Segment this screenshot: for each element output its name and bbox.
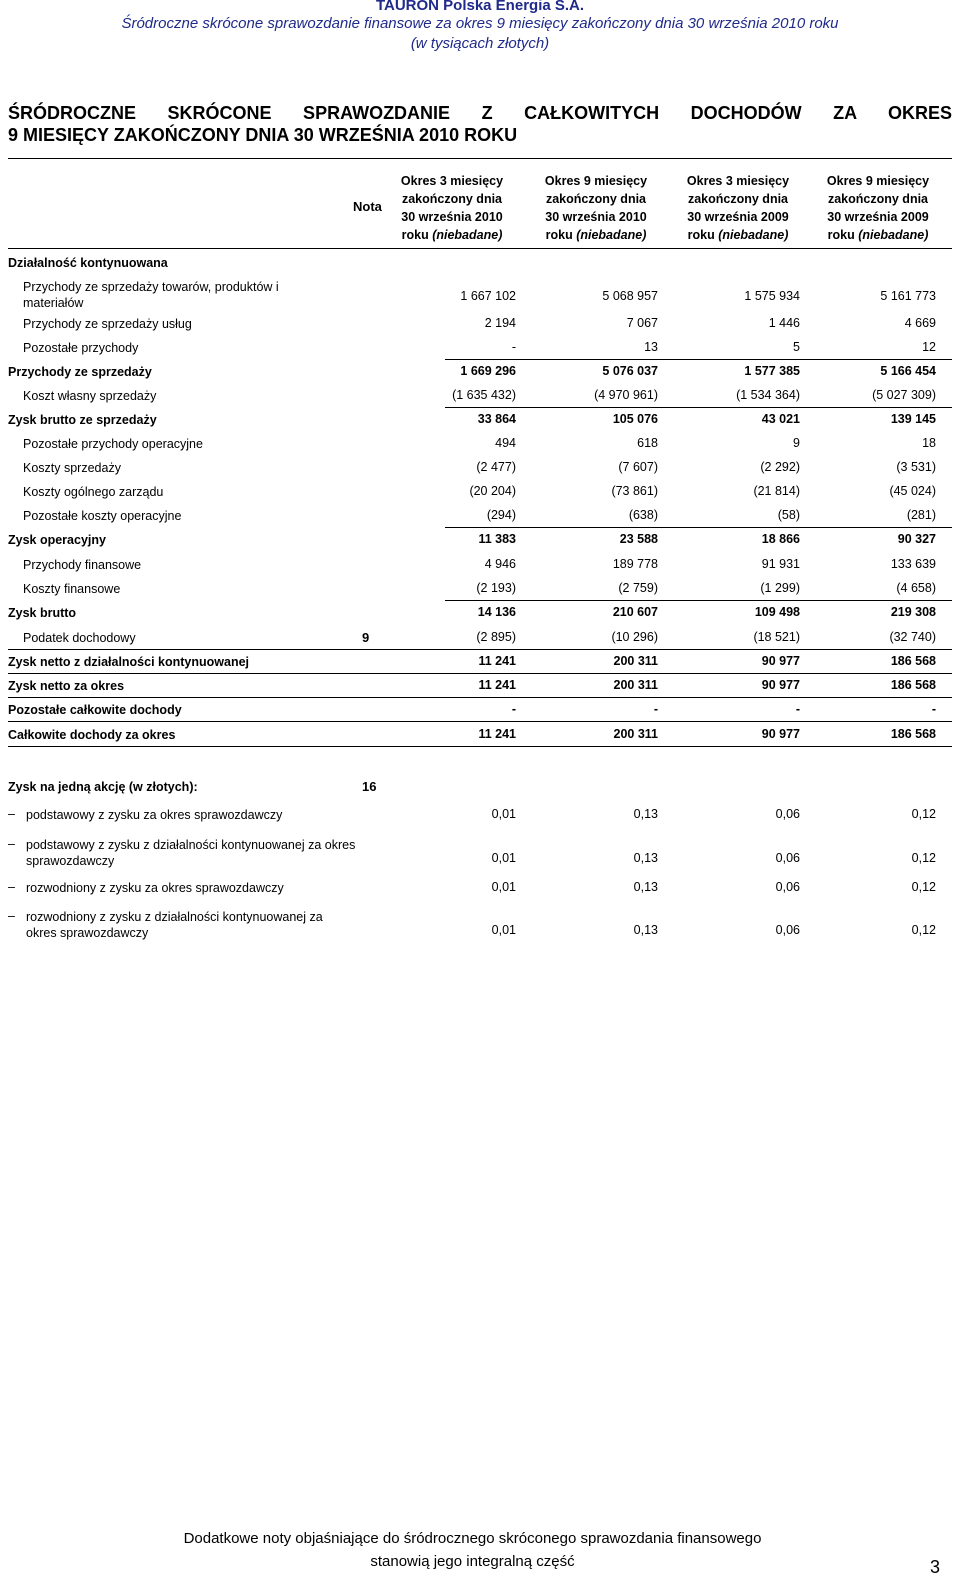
row-value: 200 311 (613, 727, 658, 741)
eps-value: 0,13 (633, 851, 658, 865)
row-value: - (653, 702, 658, 716)
row-underline (445, 407, 952, 408)
row-value: (4 970 961) (594, 388, 658, 402)
row-value: 5 166 454 (880, 364, 936, 378)
col2-line3: 30 września 2010 (545, 210, 647, 224)
row-value: (21 814) (753, 484, 800, 498)
row-value: 90 977 (761, 654, 800, 668)
row-label: Koszty sprzedaży (23, 461, 121, 475)
eps-value: 0,01 (491, 807, 516, 821)
row-value: (20 204) (469, 484, 516, 498)
table-row (0, 630, 960, 650)
row-value: 4 669 (904, 316, 936, 330)
eps-note: 16 (362, 779, 377, 794)
row-underline (8, 673, 952, 674)
row-value: 4 946 (484, 557, 516, 571)
col1-line4: roku (niebadane) (401, 228, 503, 242)
row-value: 90 977 (761, 678, 800, 692)
row-value: (3 531) (896, 460, 936, 474)
col4-line4: roku (niebadane) (827, 228, 929, 242)
row-value: 494 (495, 436, 516, 450)
eps-value: 0,06 (775, 923, 800, 937)
row-value: 9 (793, 436, 800, 450)
footer-line1: Dodatkowe noty objaśniające do śródrocznego skróconego sprawozdania finansowego (183, 1530, 762, 1547)
units-note: (w tysiącach złotych) (410, 35, 550, 52)
row-value: 11 241 (478, 727, 516, 741)
col3-line2: zakończony dnia (687, 192, 789, 206)
row-value: 43 021 (761, 412, 800, 426)
row-value: 200 311 (613, 654, 658, 668)
row-value: 23 588 (619, 532, 658, 546)
row-value: 11 383 (478, 532, 516, 546)
col4-line2: zakończony dnia (827, 192, 929, 206)
col2-line4: roku (niebadane) (545, 228, 647, 242)
row-value: - (931, 702, 936, 716)
row-value: (1 299) (760, 581, 800, 595)
table-row (0, 581, 960, 601)
eps-title: Zysk na jedną akcję (w złotych): (8, 780, 198, 794)
row-value: (4 658) (896, 581, 936, 595)
row-label: Zysk operacyjny (8, 533, 106, 547)
row-value: - (511, 340, 516, 354)
row-value: 186 568 (890, 654, 936, 668)
eps-value: 0,12 (911, 923, 936, 937)
row-value: 186 568 (890, 727, 936, 741)
row-value: (2 477) (476, 460, 516, 474)
row-label: Pozostałe całkowite dochody (8, 703, 182, 717)
row-underline (8, 649, 952, 650)
col4-line1: Okres 9 miesięcy (826, 174, 930, 188)
row-value: (281) (906, 508, 936, 522)
col2-line2: zakończony dnia (545, 192, 647, 206)
eps-label: rozwodniony z zysku za okres sprawozdawczy (26, 881, 284, 895)
eps-label: podstawowy z zysku z działalności kontynuowanej za okres sprawozdawczy (26, 838, 356, 868)
row-underline (8, 721, 952, 722)
row-value: (10 296) (611, 630, 658, 644)
col2-line1: Okres 9 miesięcy (544, 174, 648, 188)
row-underline (445, 600, 952, 601)
row-value: 12 (922, 340, 936, 354)
section-label: Działalność kontynuowana (8, 256, 168, 270)
col3-line1: Okres 3 miesięcy (686, 174, 790, 188)
table-row (0, 557, 960, 577)
row-underline (8, 746, 952, 747)
row-label: Całkowite dochody za okres (8, 728, 176, 742)
row-value: 5 068 957 (602, 289, 658, 303)
eps-dash: – (8, 909, 15, 923)
row-label: Przychody ze sprzedaży towarów, produktów i materiałów (23, 280, 279, 310)
row-value: 210 607 (612, 605, 658, 619)
row-value: (45 024) (889, 484, 936, 498)
row-label: Zysk netto za okres (8, 679, 125, 693)
eps-value: 0,12 (911, 807, 936, 821)
row-value: 109 498 (754, 605, 800, 619)
eps-row (0, 880, 960, 900)
eps-row (0, 837, 960, 868)
row-label: Koszty ogólnego zarządu (23, 485, 164, 499)
eps-row (0, 909, 960, 940)
table-row (0, 412, 960, 432)
header-divider (8, 248, 952, 249)
row-value: 18 (922, 436, 936, 450)
col3-line3: 30 września 2009 (687, 210, 789, 224)
row-label: Przychody ze sprzedaży usług (23, 317, 192, 331)
eps-value: 0,06 (775, 807, 800, 821)
eps-value: 0,13 (633, 880, 658, 894)
row-underline (445, 527, 952, 528)
row-value: 1 446 (768, 316, 800, 330)
table-row (0, 484, 960, 504)
row-value: (32 740) (889, 630, 936, 644)
eps-value: 0,13 (633, 807, 658, 821)
nota-header: Nota (353, 199, 382, 214)
table-row (0, 340, 960, 360)
row-value: 618 (637, 436, 658, 450)
row-value: 1 667 102 (460, 289, 516, 303)
eps-dash: – (8, 837, 15, 851)
row-value: 13 (644, 340, 658, 354)
column-header-4 (812, 172, 944, 244)
eps-value: 0,06 (775, 851, 800, 865)
report-subtitle: Śródroczne skrócone sprawozdanie finansowe za okres 9 miesięcy zakończony dnia 30 września 2010 roku (121, 15, 839, 32)
row-value: 5 076 037 (602, 364, 658, 378)
row-value: 14 136 (477, 605, 516, 619)
row-value: 2 194 (484, 316, 516, 330)
section-heading (0, 255, 960, 275)
row-label: Koszt własny sprzedaży (23, 389, 157, 403)
title-divider (8, 158, 952, 159)
row-value: (18 521) (753, 630, 800, 644)
row-value: 5 (793, 340, 800, 354)
row-value: (7 607) (618, 460, 658, 474)
row-value: (2 759) (618, 581, 658, 595)
row-label: Przychody ze sprzedaży (8, 365, 152, 379)
table-row (0, 678, 960, 698)
column-header-3 (672, 172, 804, 244)
table-row (0, 727, 960, 747)
row-underline (445, 359, 952, 360)
row-value: 91 931 (761, 557, 800, 571)
row-value: 11 241 (478, 654, 516, 668)
row-note: 9 (362, 630, 370, 645)
row-value: 1 669 296 (460, 364, 516, 378)
eps-dash: – (8, 807, 15, 821)
row-value: (2 292) (760, 460, 800, 474)
eps-value: 0,12 (911, 880, 936, 894)
row-value: (1 534 364) (736, 388, 800, 402)
row-value: 139 145 (890, 412, 936, 426)
col4-line3: 30 września 2009 (827, 210, 929, 224)
table-row (0, 388, 960, 408)
table-row (0, 436, 960, 456)
table-row (0, 654, 960, 674)
eps-label: podstawowy z zysku za okres sprawozdawczy (26, 808, 283, 822)
footer-line2: stanowią jego integralną część (370, 1553, 575, 1570)
table-row (0, 460, 960, 480)
col3-line4: roku (niebadane) (687, 228, 789, 242)
row-value: - (795, 702, 800, 716)
row-value: 219 308 (890, 605, 936, 619)
row-label: Pozostałe koszty operacyjne (23, 509, 182, 523)
eps-value: 0,01 (491, 923, 516, 937)
eps-label: rozwodniony z zysku z działalności kontynuowanej za okres sprawozdawczy (26, 910, 323, 940)
row-value: 90 327 (897, 532, 936, 546)
row-value: (2 193) (476, 581, 516, 595)
row-value: 18 866 (761, 532, 800, 546)
col1-line3: 30 września 2010 (401, 210, 503, 224)
row-value: 105 076 (612, 412, 658, 426)
eps-value: 0,13 (633, 923, 658, 937)
table-row (0, 316, 960, 336)
eps-dash: – (8, 880, 15, 894)
table-row (0, 508, 960, 528)
row-value: 5 161 773 (880, 289, 936, 303)
column-header-1 (386, 172, 518, 244)
col1-line2: zakończony dnia (401, 192, 503, 206)
row-value: (58) (777, 508, 800, 522)
eps-value: 0,06 (775, 880, 800, 894)
row-value: (638) (628, 508, 658, 522)
row-value: 11 241 (478, 678, 516, 692)
page-title-line2: 9 MIESIĘCY ZAKOŃCZONY DNIA 30 WRZEŚNIA 2010 ROKU (8, 125, 518, 145)
row-value: 1 577 385 (744, 364, 800, 378)
page-title: ŚRÓDROCZNE SKRÓCONE SPRAWOZDANIE Z CAŁKOWITYCH DOCHODÓW ZA OKRES (8, 103, 952, 123)
row-underline (8, 697, 952, 698)
col1-line1: Okres 3 miesięcy (400, 174, 504, 188)
row-value: (2 895) (476, 630, 516, 644)
page-number: 3 (930, 1557, 941, 1577)
row-value: (1 635 432) (452, 388, 516, 402)
row-value: 186 568 (890, 678, 936, 692)
row-value: 90 977 (761, 727, 800, 741)
row-value: 189 778 (612, 557, 658, 571)
row-label: Zysk netto z działalności kontynuowanej (8, 655, 250, 669)
row-value: 200 311 (613, 678, 658, 692)
row-value: (294) (486, 508, 516, 522)
table-row (0, 702, 960, 722)
table-row (0, 532, 960, 552)
row-value: 133 639 (890, 557, 936, 571)
table-row (0, 279, 960, 310)
row-label: Podatek dochodowy (23, 631, 136, 645)
row-label: Koszty finansowe (23, 582, 121, 596)
eps-value: 0,12 (911, 851, 936, 865)
table-row (0, 605, 960, 625)
row-value: (73 861) (611, 484, 658, 498)
company-name: TAURON Polska Energia S.A. (375, 0, 585, 14)
row-value: 7 067 (626, 316, 658, 330)
table-row (0, 364, 960, 384)
row-label: Przychody finansowe (23, 558, 142, 572)
column-header-2 (530, 172, 662, 244)
eps-row (0, 807, 960, 827)
eps-title-row (0, 779, 960, 799)
row-label: Zysk brutto ze sprzedaży (8, 413, 157, 427)
eps-value: 0,01 (491, 851, 516, 865)
row-value: 33 864 (477, 412, 516, 426)
row-label: Pozostałe przychody (23, 341, 139, 355)
row-value: 1 575 934 (744, 289, 800, 303)
eps-value: 0,01 (491, 880, 516, 894)
row-value: - (511, 702, 516, 716)
row-label: Zysk brutto (8, 606, 77, 620)
row-label: Pozostałe przychody operacyjne (23, 437, 203, 451)
row-value: (5 027 309) (872, 388, 936, 402)
